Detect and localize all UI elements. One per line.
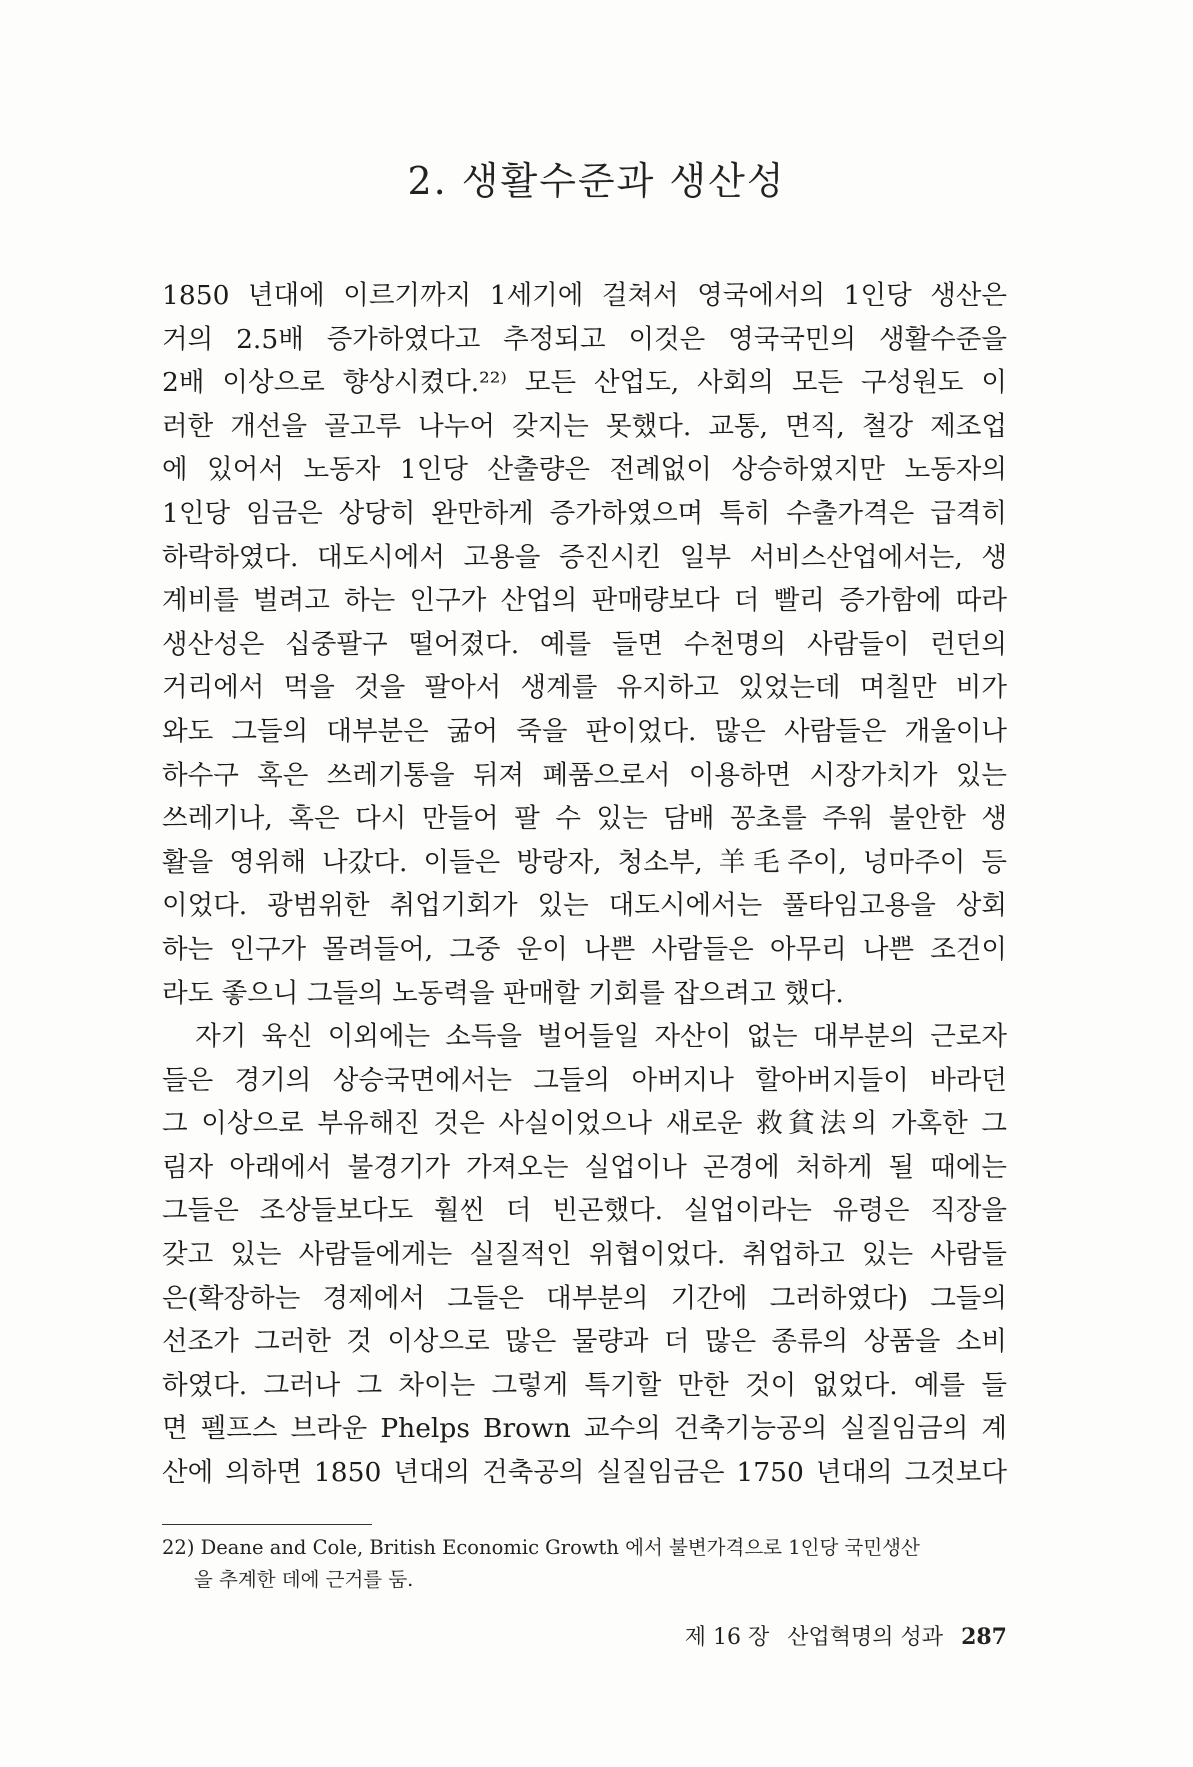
footnote-block [162,1532,1007,1596]
footer-chapter-title: 산업혁명의 성과 [787,1625,944,1650]
text-line: 쓰레기나, 혹은 다시 만들어 팔 수 있는 담배 꽁초를 주워 불안한 생 [162,803,1007,835]
text-line: 하였다. 그러나 그 차이는 그렇게 특기할 만한 것이 없었다. 예를 들 [162,1369,1007,1401]
text-line: 거의 2.5배 증가하였다고 추정되고 이것은 영국국민의 생활수준을 [162,323,1007,355]
text-line: 생산성은 십중팔구 떨어졌다. 예를 들면 수천명의 사람들이 런던의 [162,628,1007,660]
text-line: 면 펠프스 브라운 Phelps Brown 교수의 건축기능공의 실질임금의 계 [162,1413,1007,1445]
text-line: 하는 인구가 몰려들어, 그중 운이 나쁜 사람들은 아무리 나쁜 조건이 [162,933,1007,965]
text-line: 거리에서 먹을 것을 팔아서 생계를 유지하고 있었는데 며칠만 비가 [162,672,1007,704]
running-footer [685,1620,1007,1651]
footnote-line: 22) Deane and Cole, British Economic Growth 에서 불변가격으로 1인당 국민생산 [162,1536,920,1559]
text-line: 산에 의하면 1850 년대의 건축공의 실질임금은 1750 년대의 그것보다 [162,1457,1007,1489]
text-line: 하수구 혹은 쓰레기통을 뒤져 폐품으로서 이용하면 시장가치가 있는 [162,759,1007,791]
text-line: 선조가 그러한 것 이상으로 많은 물량과 더 많은 종류의 상품을 소비 [162,1326,1007,1358]
text-line: 자기 육신 이외에는 소득을 벌어들일 자산이 없는 대부분의 근로자 [162,1021,1007,1053]
section-title: 2. 생활수준과 생산성 [407,159,786,203]
text-line: 림자 아래에서 불경기가 가져오는 실업이나 곤경에 처하게 될 때에는 [162,1151,1007,1183]
text-line: 라도 좋으니 그들의 노동력을 판매할 기회를 잡으려고 했다. [162,977,844,1009]
text-line: 하락하였다. 대도시에서 고용을 증진시킨 일부 서비스산업에서는, 생 [162,541,1007,573]
text-line: 1인당 임금은 상당히 완만하게 증가하였으며 특히 수출가격은 급격히 [162,497,1007,529]
footnote-line: 을 추계한 데에 근거를 둠. [194,1568,414,1591]
text-line: 이었다. 광범위한 취업기회가 있는 대도시에서는 풀타임고용을 상회 [162,890,1007,922]
text-line: 에 있어서 노동자 1인당 산출량은 전례없이 상승하였지만 노동자의 [162,454,1007,486]
text-line: 와도 그들의 대부분은 굶어 죽을 판이었다. 많은 사람들은 개울이나 [162,715,1007,747]
text-line: 그들은 조상들보다도 훨씬 더 빈곤했다. 실업이라는 유령은 직장을 [162,1195,1007,1227]
text-line: 2배 이상으로 향상시켰다.²²⁾ 모든 산업도, 사회의 모든 구성원도 이 [162,367,1007,399]
footer-chapter: 제 16 장 [684,1625,770,1650]
text-line: 러한 개선을 골고루 나누어 갖지는 못했다. 교통, 면직, 철강 제조업 [162,410,1007,442]
text-line: 활을 영위해 나갔다. 이들은 방랑자, 청소부, 羊毛주이, 넝마주이 등 [162,846,1007,878]
text-line: 1850 년대에 이르기까지 1세기에 걸쳐서 영국에서의 1인당 생산은 [162,280,1007,311]
footnote-divider [162,1524,372,1525]
body-paragraph [162,274,1007,1495]
text-line: 은(확장하는 경제에서 그들은 대부분의 기간에 그러하였다) 그들의 [162,1282,1007,1314]
text-line: 그 이상으로 부유해진 것은 사실이었으나 새로운 救貧法의 가혹한 그 [162,1108,1007,1140]
text-line: 들은 경기의 상승국면에서는 그들의 아버지나 할아버지들이 바라던 [162,1064,1007,1096]
page-number: 287 [961,1624,1007,1650]
text-line: 계비를 벌려고 하는 인구가 산업의 판매량보다 더 빨리 증가함에 따라 [162,585,1007,617]
text-line: 갖고 있는 사람들에게는 실질적인 위협이었다. 취업하고 있는 사람들 [162,1239,1007,1271]
